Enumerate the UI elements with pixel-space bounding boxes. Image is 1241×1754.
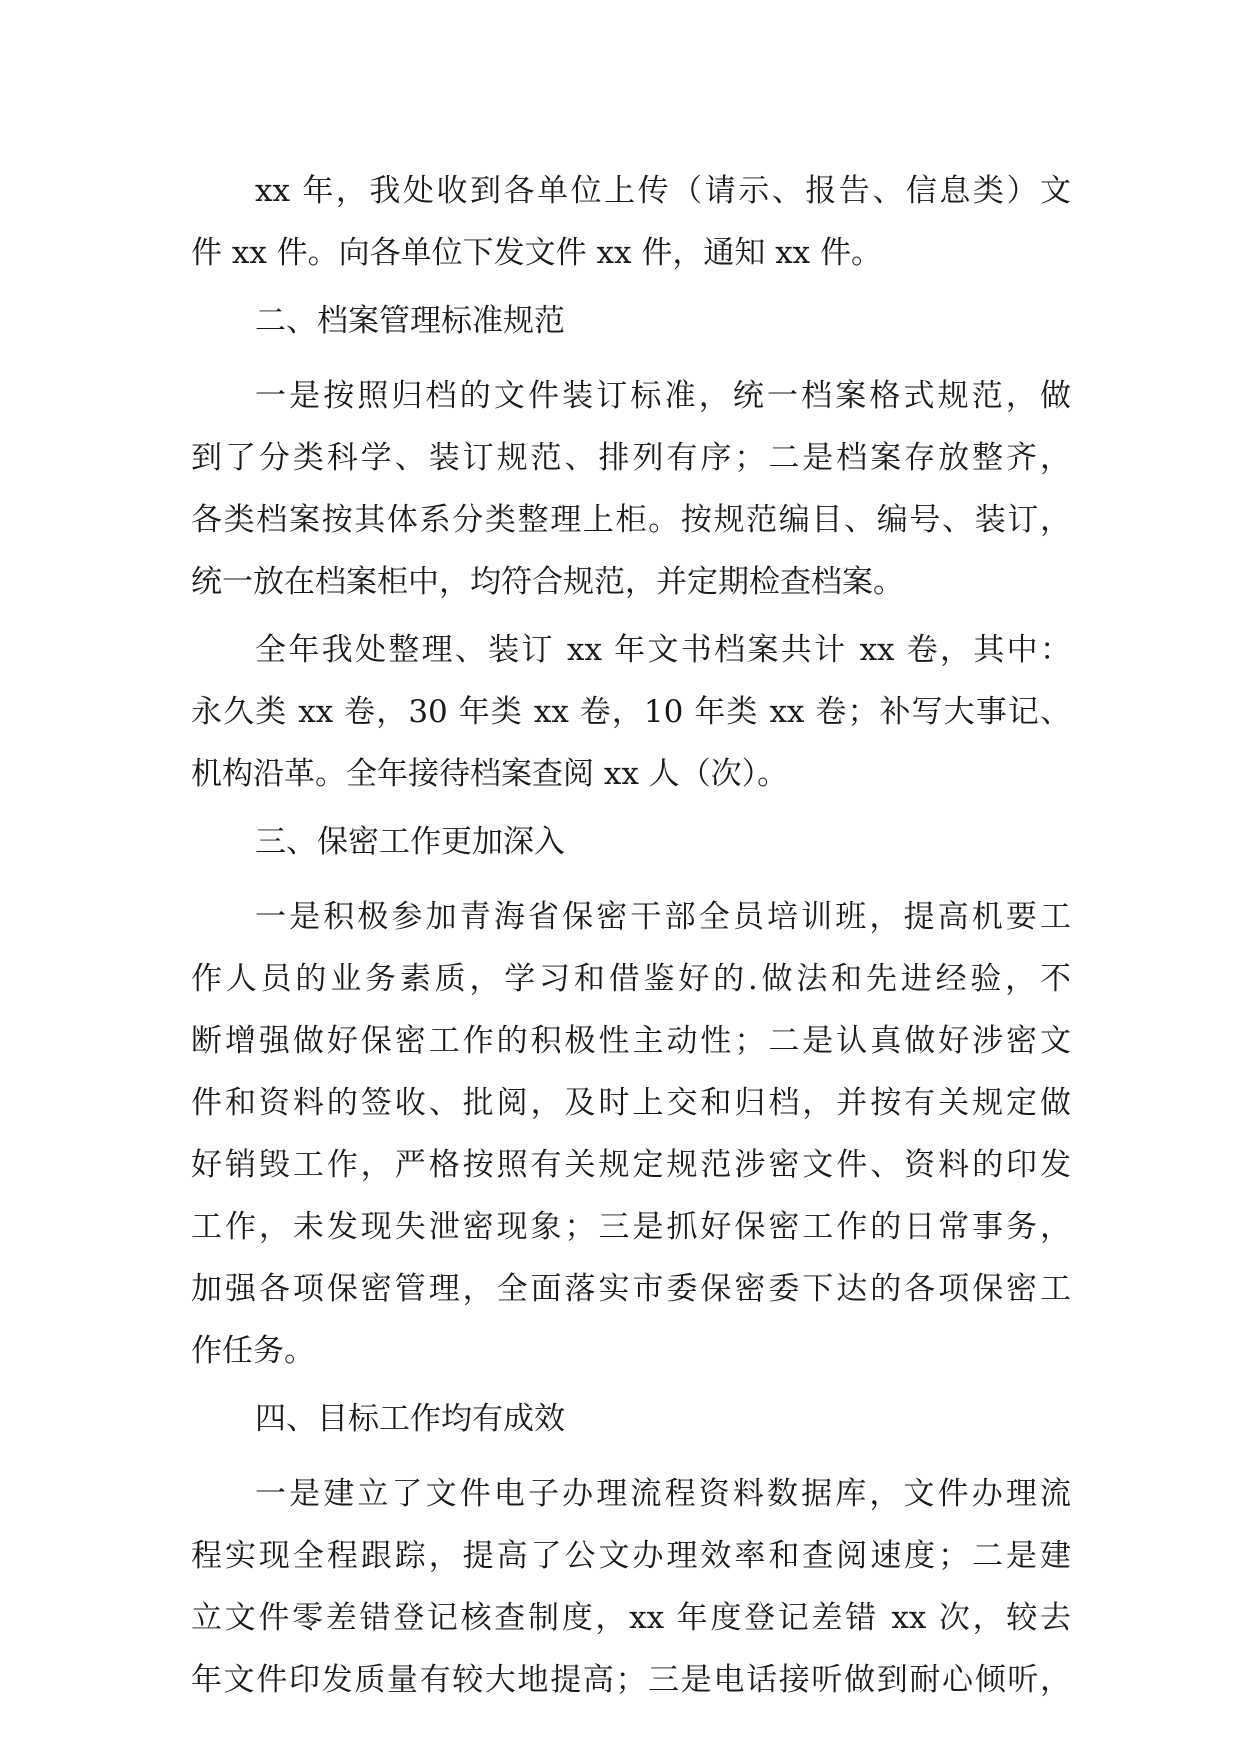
text-line: xx 年，我处收到各单位上传（请示、报告、信息类）文 [255,173,1071,209]
paragraph-objectives [191,1463,1071,1711]
text-line: 一是按照归档的文件装订标准，统一档案格式规范，做 [255,378,1071,414]
text-line: 统一放在档案柜中，均符合规范，并定期检查档案。 [191,564,904,600]
text-line: 立文件零差错登记核查制度，xx 年度登记差错 xx 次，较去 [191,1600,1071,1636]
text-line: 全年我处整理、装订 xx 年文书档案共计 xx 卷，其中： [255,632,1071,668]
text-line: 年文件印发质量有较大地提高；三是电话接听做到耐心倾听， [191,1662,1071,1698]
paragraph-archive-stats [191,619,1071,805]
paragraph-archive-standards [191,365,1071,613]
text-line: 好销毁工作，严格按照有关规定规范涉密文件、资料的印发 [191,1147,1071,1183]
text-line: 机构沿革。全年接待档案查阅 xx 人（次）。 [191,756,789,792]
text-line: 件和资料的签收、批阅，及时上交和归档，并按有关规定做 [191,1085,1071,1121]
text-line: 到了分类科学、装订规范、排列有序；二是档案存放整齐， [191,440,1071,476]
text-line: 程实现全程跟踪，提高了公文办理效率和查阅速度；二是建 [191,1538,1071,1574]
text-line: 各类档案按其体系分类整理上柜。按规范编目、编号、装订， [191,502,1071,538]
text-line: 工作，未发现失泄密现象；三是抓好保密工作的日常事务， [191,1209,1071,1245]
text-line: 作任务。 [191,1333,315,1369]
document-body [191,160,1071,1711]
paragraph-file-stats [191,160,1071,284]
section-heading-objectives: 四、目标工作均有成效 [255,1401,565,1437]
section-heading-confidentiality: 三、保密工作更加深入 [255,824,565,860]
text-line: 作人员的业务素质，学习和借鉴好的.做法和先进经验，不 [191,961,1071,997]
text-line: 一是积极参加青海省保密干部全员培训班，提高机要工 [255,899,1071,935]
text-line: 件 xx 件。向各单位下发文件 xx 件，通知 xx 件。 [191,235,883,271]
text-line: 断增强做好保密工作的积极性主动性；二是认真做好涉密文 [191,1023,1071,1059]
paragraph-confidentiality [191,886,1071,1382]
text-line: 永久类 xx 卷，30 年类 xx 卷，10 年类 xx 卷；补写大事记、 [191,694,1071,730]
text-line: 加强各项保密管理，全面落实市委保密委下达的各项保密工 [191,1271,1071,1307]
text-line: 一是建立了文件电子办理流程资料数据库，文件办理流 [255,1476,1071,1512]
section-heading-archives: 二、档案管理标准规范 [255,303,565,339]
